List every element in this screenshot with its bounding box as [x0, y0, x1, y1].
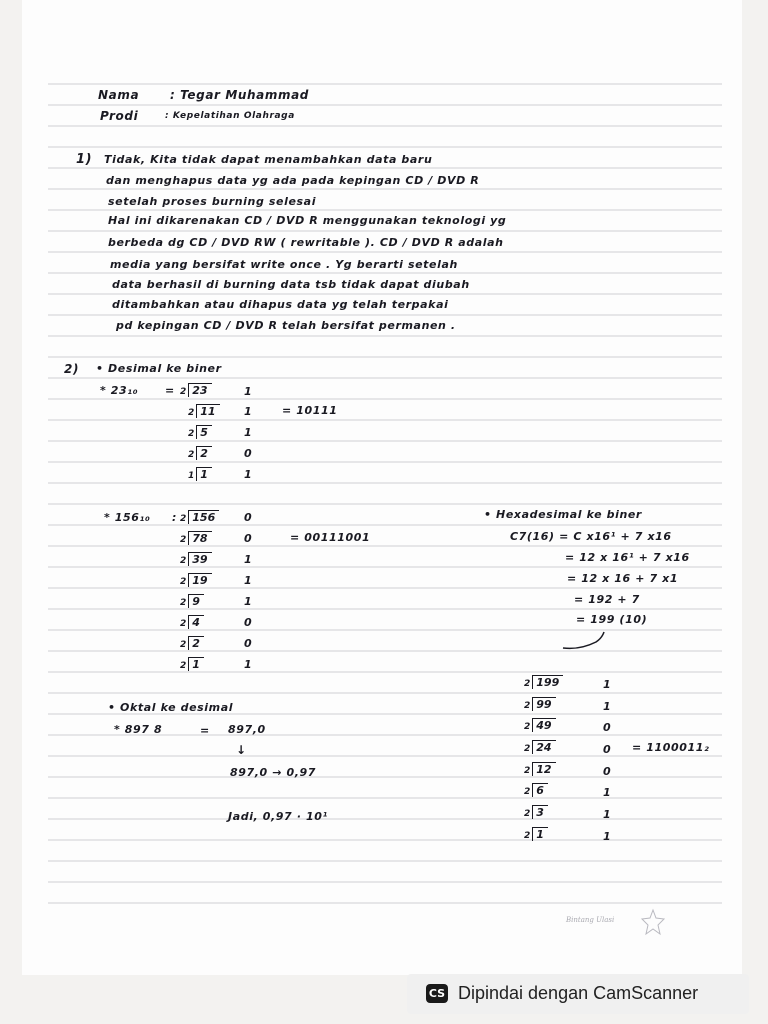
oktal-title: • Oktal ke desimal: [108, 701, 234, 714]
prodi-value: : Kepelatihan Olahraga: [165, 111, 295, 121]
ruled-lines: [22, 0, 742, 975]
division-step: 2 6: [524, 783, 548, 797]
ex2-eq: :: [172, 511, 177, 524]
remainder: 0: [603, 743, 612, 756]
division-step: 2 78: [180, 531, 212, 545]
notebook-page: [22, 0, 742, 975]
division-step: 2 4: [180, 615, 204, 629]
ex1-result: = 10111: [282, 404, 338, 417]
remainder: 0: [603, 765, 612, 778]
down-arrow: ↓: [236, 743, 247, 757]
oktal-line2: 897,0 → 0,97: [230, 766, 317, 779]
remainder: 1: [603, 700, 612, 713]
q1-line: pd kepingan CD / DVD R telah bersifat permanen .: [116, 319, 456, 332]
q1-line: data berhasil di burning data tsb tidak dapat diubah: [112, 278, 470, 291]
division-step: 2 9: [180, 594, 204, 608]
remainder: 1: [244, 658, 253, 671]
division-step: 2 156: [180, 510, 219, 524]
division-step: 2 24: [524, 740, 556, 754]
division-step: 2 39: [180, 552, 212, 566]
camscanner-text: Dipindai dengan CamScanner: [458, 983, 699, 1003]
remainder: 1: [603, 786, 612, 799]
ex2-label: * 156₁₀: [104, 511, 151, 524]
remainder: 1: [244, 468, 253, 481]
q1-line: media yang bersifat write once . Yg berarti setelah: [110, 258, 458, 271]
division-step: 2 19: [180, 573, 212, 587]
brace-mark: [560, 628, 610, 654]
q1-line: ditambahkan atau dihapus data yg telah terpakai: [112, 298, 449, 311]
remainder: 0: [244, 511, 253, 524]
division-step: 2 199: [524, 675, 563, 689]
remainder: 0: [244, 447, 253, 460]
prodi-label: Prodi: [100, 109, 139, 123]
division-step: 2 11: [188, 404, 220, 418]
division-step: 2 2: [188, 446, 212, 460]
nama-value: : Tegar Muhammad: [170, 88, 309, 102]
hex-line: = 192 + 7: [574, 593, 640, 606]
hex-line: = 199 (10): [576, 613, 648, 626]
oktal-line1-c: 897,0: [228, 723, 266, 736]
remainder: 1: [244, 574, 253, 587]
remainder: 1: [244, 595, 253, 608]
q1-line: Tidak, Kita tidak dapat menambahkan data baru: [104, 153, 433, 166]
remainder: 1: [244, 385, 253, 398]
scanner-stamp-text: Bintang Ulasi: [566, 916, 615, 924]
q1-line: setelah proses burning selesai: [108, 195, 317, 208]
desimal-biner-title: • Desimal ke biner: [96, 362, 222, 375]
division-step: 2 3: [524, 805, 548, 819]
q1-number: 1): [76, 152, 93, 167]
q1-line: dan menghapus data yg ada pada kepingan CD / DVD R: [106, 174, 480, 187]
remainder: 0: [244, 616, 253, 629]
remainder: 0: [603, 721, 612, 734]
ex2-result: = 00111001: [290, 531, 371, 544]
remainder: 1: [603, 830, 612, 843]
division-step: 2 12: [524, 762, 556, 776]
remainder: 0: [244, 637, 253, 650]
hex-line: = 12 x 16 + 7 x1: [567, 572, 679, 585]
ex1-eq: =: [165, 384, 175, 397]
division-step: 2 23: [180, 383, 212, 397]
division-step: 2 5: [188, 425, 212, 439]
division-step: 2 2: [180, 636, 204, 650]
stamp-icon: [640, 908, 666, 938]
hex-result: = 1100011₂: [632, 741, 710, 754]
remainder: 1: [603, 808, 612, 821]
division-step: 1 1: [188, 467, 212, 481]
division-step: 2 1: [524, 827, 548, 841]
remainder: 1: [603, 678, 612, 691]
oktal-line3: Jadi, 0,97 · 10¹: [228, 810, 328, 823]
q1-line: Hal ini dikarenakan CD / DVD R menggunakan teknologi yg: [108, 214, 507, 227]
remainder: 1: [244, 426, 253, 439]
hex-line: = 12 x 16¹ + 7 x16: [565, 551, 690, 564]
hex-line: C7(16) = C x16¹ + 7 x16: [510, 530, 672, 543]
camscanner-logo-icon: CS: [426, 984, 448, 1003]
remainder: 1: [244, 553, 253, 566]
q2-number: 2): [64, 362, 80, 376]
hex-title: • Hexadesimal ke biner: [484, 508, 642, 521]
q1-line: berbeda dg CD / DVD RW ( rewritable ). CD / DVD R adalah: [108, 236, 504, 249]
oktal-line1-b: =: [200, 724, 210, 737]
division-step: 2 99: [524, 697, 556, 711]
remainder: 0: [244, 532, 253, 545]
remainder: 1: [244, 405, 253, 418]
ex1-label: * 23₁₀: [100, 384, 139, 397]
camscanner-watermark: [407, 974, 749, 1014]
oktal-line1-a: * 897 8: [114, 723, 163, 736]
nama-label: Nama: [98, 88, 140, 102]
division-step: 2 1: [180, 657, 204, 671]
division-step: 2 49: [524, 718, 556, 732]
